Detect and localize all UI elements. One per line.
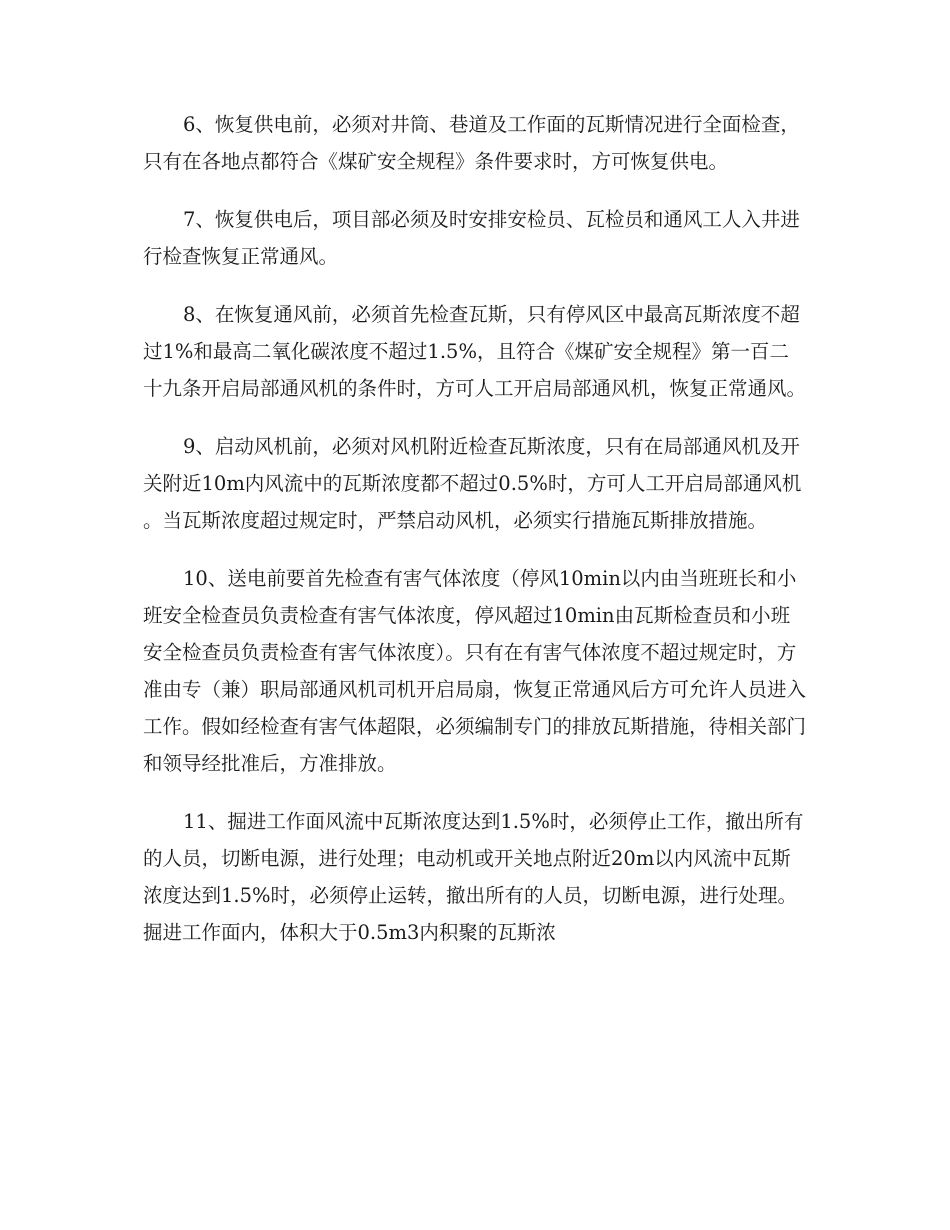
paragraph-item-8: 8、在恢复通风前，必须首先检查瓦斯，只有停风区中最高瓦斯浓度不超过1%和最高二氧化碳浓度不超过1.5%，且符合《煤矿安全规程》第一百二十九条开启局部通风机的条件时，方可人工开启局部通风机，恢复正常通风。 — [143, 303, 807, 400]
paragraph-item-10: 10、送电前要首先检查有害气体浓度（停风10min以内由当班班长和小班安全检查员负责检查有害气体浓度，停风超过10min由瓦斯检查员和小班安全检查员负责检查有害气体浓度）。只有在有害气体浓度不超过规定时，方准由专（兼）职局部通风机司机开启局扇，恢复正常通风后方可允许人员进入工作。假如经检查有害气体超限，必须编制专门的排放瓦斯措施，待相关部门和领导经批准后，方准排放。 — [143, 567, 807, 775]
paragraph-item-7: 7、恢复供电后，项目部必须及时安排安检员、瓦检员和通风工人入井进行检查恢复正常通风。 — [143, 208, 800, 268]
document-body — [143, 106, 808, 972]
paragraph-item-11: 11、掘进工作面风流中瓦斯浓度达到1.5%时，必须停止工作，撤出所有的人员，切断电源，进行处理；电动机或开关地点附近20m以内风流中瓦斯浓度达到1.5%时，必须停止运转，撤出所有的人员，切断电源，进行处理。掘进工作面内，体积大于0.5m3内积聚的瓦斯浓 — [143, 810, 804, 944]
paragraph-item-6: 6、恢复供电前，必须对井筒、巷道及工作面的瓦斯情况进行全面检查，只有在各地点都符合《煤矿安全规程》条件要求时，方可恢复供电。 — [143, 113, 800, 173]
paragraph-item-9: 9、启动风机前，必须对风机附近检查瓦斯浓度，只有在局部通风机及开关附近10m内风流中的瓦斯浓度都不超过0.5%时，方可人工开启局部通风机。当瓦斯浓度超过规定时，严禁启动风机，必须实行措施瓦斯排放措施。 — [143, 435, 802, 532]
